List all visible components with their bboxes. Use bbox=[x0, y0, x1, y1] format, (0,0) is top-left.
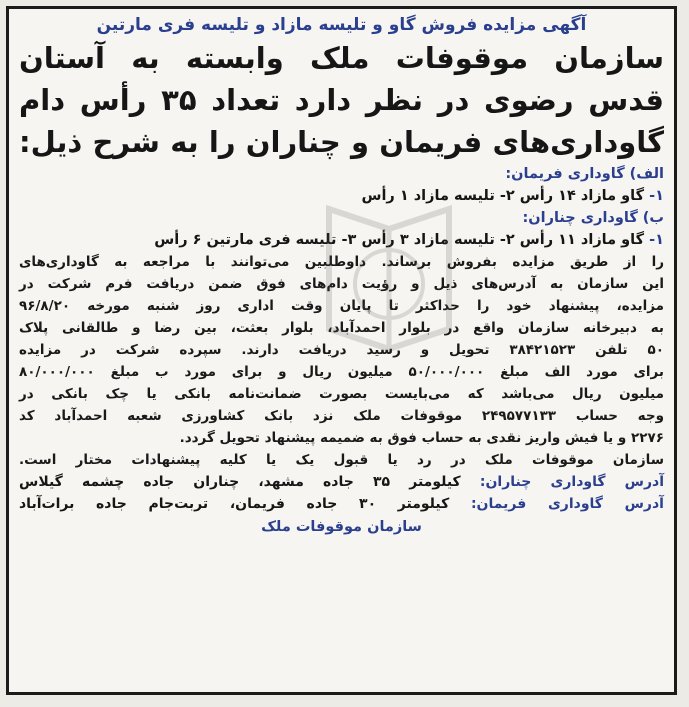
advertisement-content bbox=[9, 9, 674, 539]
address-chenaran bbox=[19, 471, 664, 493]
ad-header: آگهی مزایده فروش گاو و تلیسه مازاد و تلیسه فری مارتین bbox=[96, 15, 587, 35]
advertisement-frame bbox=[6, 6, 677, 695]
section-a-label: الف) گاوداری فریمان: bbox=[505, 166, 664, 182]
section-b-item-number: ۱- bbox=[649, 232, 664, 248]
body-line-6: برای مورد الف مبلغ ۵۰/۰۰۰/۰۰۰ میلیون ریال و برای مورد ب مبلغ ۸۰/۰۰۰/۰۰۰ bbox=[19, 364, 664, 380]
address-chenaran-text: کیلومتر ۳۵ جاده مشهد، چناران جاده چشمه گیلاس bbox=[19, 474, 461, 490]
body-line-4: به دبیرخانه سازمان واقع در بلوار احمدآباد، بلوار بعثت، بین رضا و طالقانی پلاک bbox=[19, 320, 664, 336]
body-line-5: ۵۰ تلفن ۳۸۴۲۱۵۲۳ تحویل و رسید دریافت دارند. سپرده شرکت در مزایده bbox=[19, 342, 664, 358]
headline-line-2: قدس رضوی در نظر دارد تعداد ۳۵ رأس دام bbox=[19, 83, 664, 117]
body-line-7: میلیون ریال می‌باشد که می‌بایست بصورت ضمانت‌نامه بانکی یا چک بانکی در bbox=[19, 386, 664, 402]
section-a-item bbox=[19, 185, 664, 207]
section-b-item-text: گاو مازاد ۱۱ رأس ۲- تلیسه مازاد ۳ رأس ۳- تلیسه فری مارتین ۶ رأس bbox=[154, 232, 645, 248]
headline-line-1: سازمان موقوفات ملک وابسته به آستان bbox=[19, 41, 664, 75]
headline-line-3: گاوداری‌های فریمان و چناران را به شرح ذیل: bbox=[19, 125, 664, 159]
address-fariman bbox=[19, 493, 664, 515]
section-a-item-text: گاو مازاد ۱۴ رأس ۲- تلیسه مازاد ۱ رأس bbox=[361, 188, 645, 204]
body-line-8: وجه حساب ۲۴۹۵۷۷۱۳۳ موقوفات ملک نزد بانک کشاورزی شعبه احمدآباد کد bbox=[19, 408, 664, 424]
address-fariman-text: کیلومتر ۳۰ جاده فریمان، تربت‌جام جاده برات‌آباد bbox=[19, 496, 450, 512]
body-line-2: این سازمان به آدرس‌های ذیل و رؤیت دام‌های فوق ضمن دریافت فرم شرکت در bbox=[19, 276, 664, 292]
address-chenaran-label: آدرس گاوداری چناران: bbox=[479, 474, 664, 490]
signature: سازمان موقوفات ملک bbox=[261, 519, 422, 535]
body-line-10: سازمان موقوفات ملک در رد یا قبول یک یا کلیه پیشنهادات مختار است. bbox=[19, 452, 664, 468]
body-line-1: را از طریق مزایده بفروش برساند. داوطلبین می‌توانند با مراجعه به گاوداری‌های bbox=[19, 254, 664, 270]
section-a-item-number: ۱- bbox=[649, 188, 664, 204]
body-line-9: ۲۲۷۶ و یا فیش واریز نقدی به حساب فوق به ضمیمه پیشنهاد تحویل گردد. bbox=[179, 430, 664, 446]
body-line-3: مزایده، پیشنهاد خود را حداکثر تا پایان وقت اداری روز شنبه مورخه ۹۶/۸/۲۰ bbox=[19, 298, 664, 314]
address-fariman-label: آدرس گاوداری فریمان: bbox=[470, 496, 664, 512]
section-b-label: ب) گاوداری چناران: bbox=[522, 210, 664, 226]
section-b-item bbox=[19, 229, 664, 251]
